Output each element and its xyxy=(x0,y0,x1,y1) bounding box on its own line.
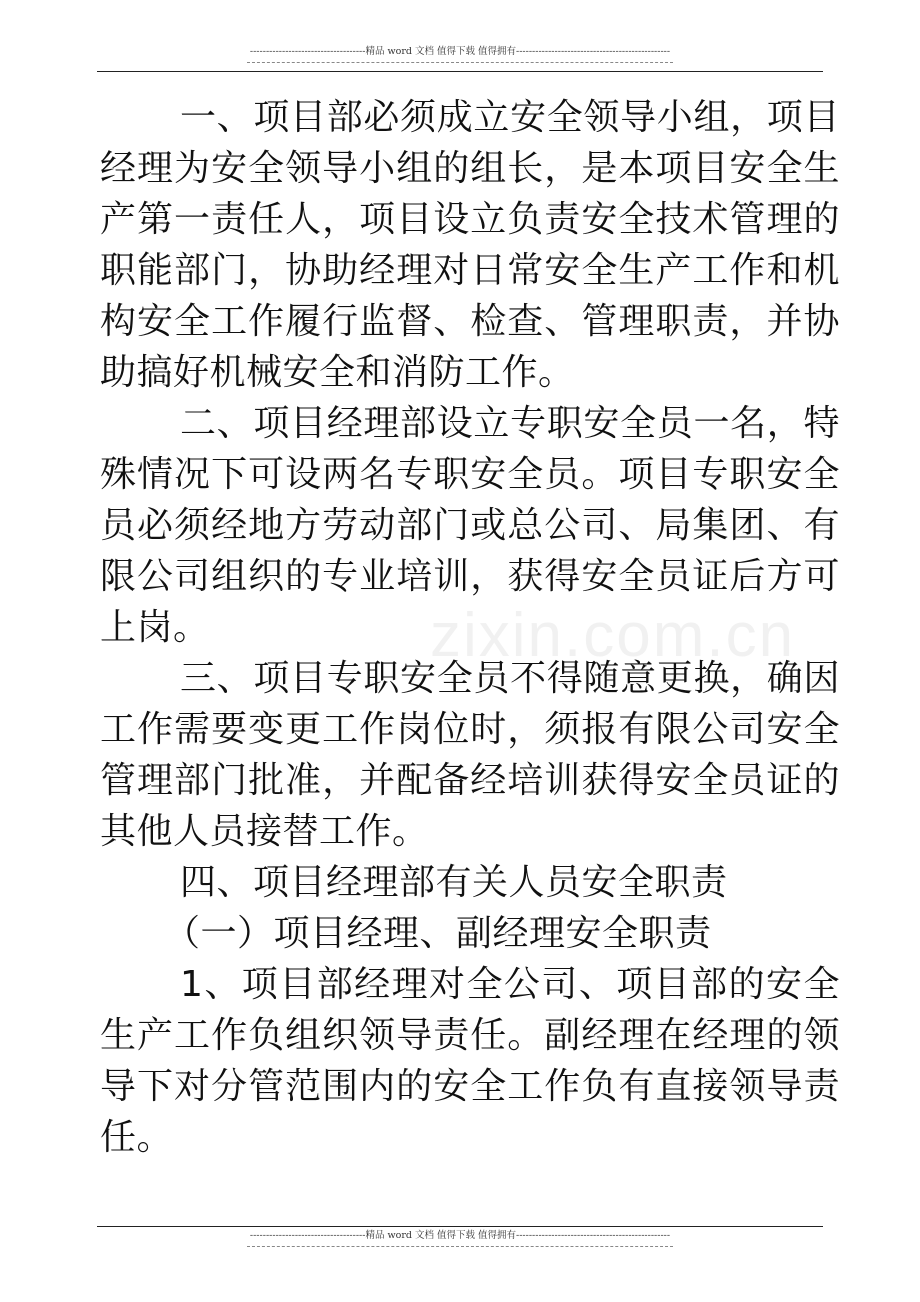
page-footer-text: ------------------------------------精品 word 文档 值得下载 值得拥有------------------------------------------------ xyxy=(249,1230,671,1241)
paragraph-3: 三、项目专职安全员不得随意更换，确因工作需要变更工作岗位时，须报有限公司安全管理部门批准，并配备经培训获得安全员证的其他人员接替工作。 xyxy=(100,658,840,852)
subsection-heading-1: （一）项目经理、副经理安全职责 xyxy=(164,913,712,954)
watermark: zixin.com.cn xyxy=(430,601,796,670)
section-heading-4: 四、项目经理部有关人员安全职责 xyxy=(180,862,728,903)
header-rule xyxy=(97,71,823,72)
page-header-text: ------------------------------------精品 word 文档 值得下载 值得拥有------------------------------------------------ xyxy=(249,46,671,57)
document-body xyxy=(100,92,840,1163)
header-dashed-rule xyxy=(247,62,673,63)
paragraph-2: 二、项目经理部设立专职安全员一名，特殊情况下可设两名专职安全员。项目专职安全员必须经地方劳动部门或总公司、局集团、有限公司组织的专业培训，获得安全员证后方可上岗。 xyxy=(100,403,840,648)
footer-rule xyxy=(97,1226,823,1227)
paragraph-1: 一、项目部必须成立安全领导小组，项目经理为安全领导小组的组长，是本项目安全生产第一责任人，项目设立负责安全技术管理的职能部门，协助经理对日常安全生产工作和机构安全工作履行监督、检查、管理职责，并协助搞好机械安全和消防工作。 xyxy=(100,97,840,393)
footer-dashed-rule xyxy=(247,1246,673,1247)
paragraph-item-1: 1、项目部经理对全公司、项目部的安全生产工作负组织领导责任。副经理在经理的领导下对分管范围内的安全工作负有直接领导责任。 xyxy=(100,964,840,1158)
